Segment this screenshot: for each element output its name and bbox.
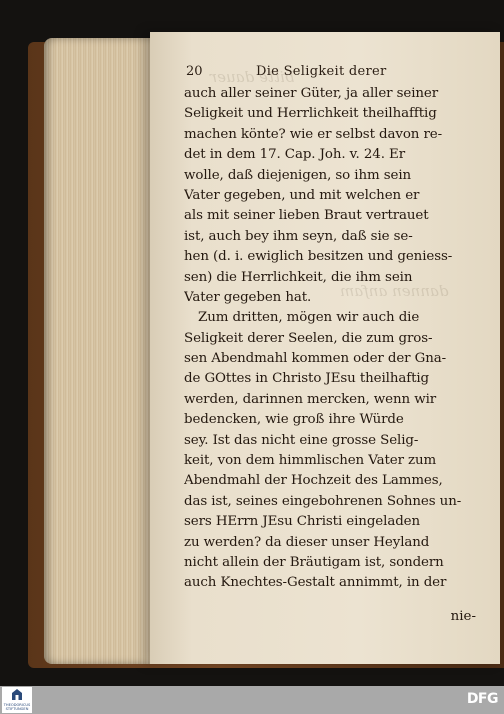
- text-line: sen Abendmahl kommen oder der Gna-: [184, 351, 447, 367]
- page-header: [186, 64, 476, 84]
- text-line: sen) die Herrlichkeit, die ihm sein: [184, 269, 413, 285]
- catchword: nie-: [450, 609, 476, 624]
- text-line: auch Knechtes-Gestalt annimmt, in der: [184, 575, 447, 591]
- text-line: machen könte? wie er selbst davon re-: [184, 126, 443, 142]
- text-line: Zum dritten, mögen wir auch die: [198, 310, 420, 326]
- text-line: das ist, seines eingebohrenen Sohnes un-: [184, 493, 462, 509]
- text-line: sey. Ist das nicht eine grosse Selig-: [184, 432, 419, 448]
- footer-bar: [0, 686, 504, 714]
- text-line: det in dem 17. Cap. Joh. v. 24. Er: [184, 147, 405, 163]
- text-line: werden, darinnen mercken, wenn wir: [184, 391, 437, 407]
- foundation-logo: [2, 687, 32, 713]
- bleed-through-text: bitte dauer: [210, 68, 295, 86]
- text-line: nicht allein der Bräutigam ist, sondern: [184, 554, 444, 570]
- text-line: sers HErrn JEsu Christi eingeladen: [184, 514, 421, 530]
- foundation-logo-caption: THEODORICUS STIFTUNGEN: [3, 703, 31, 711]
- text-line: Vater gegeben hat.: [184, 289, 312, 305]
- text-line: keit, von dem himmlischen Vater zum: [184, 453, 437, 469]
- text-line: ist, auch bey ihm seyn, daß sie se-: [184, 228, 413, 244]
- text-line: bedencken, wie groß ihre Würde: [184, 412, 404, 428]
- text-line: wolle, daß diejenigen, so ihm sein: [184, 167, 412, 183]
- body-text: [184, 84, 480, 594]
- text-line: auch aller seiner Güter, ja aller seiner: [184, 86, 439, 101]
- text-line: Seligkeit derer Seelen, die zum gros-: [184, 330, 433, 346]
- text-line: de GOttes in Christo JEsu theilhaftig: [184, 371, 430, 387]
- foundation-emblem-icon: [11, 689, 23, 701]
- running-head: Die Seligkeit derer: [256, 64, 387, 79]
- text-line: hen (d. i. ewiglich besitzen und geniess-: [184, 249, 453, 265]
- page-number: 20: [186, 64, 203, 79]
- book-page: [150, 32, 500, 664]
- text-line: zu werden? da dieser unser Heyland: [184, 534, 430, 550]
- page-edges: [44, 38, 162, 664]
- text-line: als mit seiner lieben Braut vertrauet: [184, 208, 429, 224]
- bleed-through-text: dannen anfam: [340, 282, 449, 300]
- text-line: Vater gegeben, und mit welchen er: [184, 187, 420, 203]
- text-line: Seligkeit und Herrlichkeit theilhafftig: [184, 106, 437, 122]
- dfg-logo: DFG: [466, 691, 498, 707]
- text-line: Abendmahl der Hochzeit des Lammes,: [184, 473, 443, 489]
